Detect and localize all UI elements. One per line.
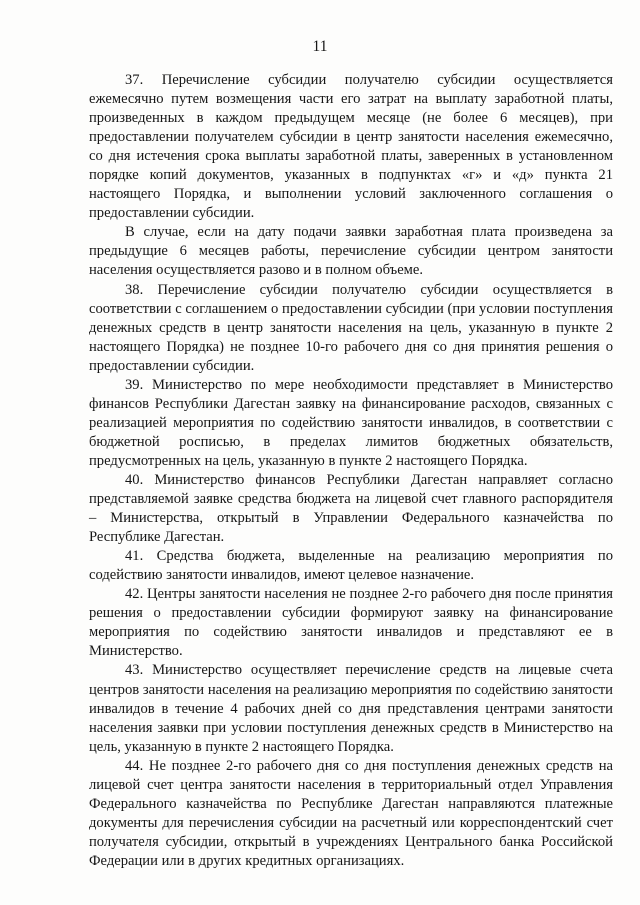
paragraph-40: 40. Министерство финансов Республики Дагестан направляет согласно представляемой заявке средства бюджета на лицевой счет главного распорядителя – Министерства, открытый в Управлении Федерального казначейства по Республике Дагестан. — [89, 471, 613, 546]
paragraph-43: 43. Министерство осуществляет перечисление средств на лицевые счета центров занятости населения на реализацию мероприятия по содействию занятости инвалидов в течение 4 рабочих дней со дня представления центрами занятости населения заявки при условии поступления денежных средств в Министерство на цель, указанную в пункте 2 настоящего Порядка. — [89, 662, 613, 755]
paragraph-39: 39. Министерство по мере необходимости представляет в Министерство финансов Республики Дагестан заявку на финансирование расходов, связанных с реализацией мероприятия по содействию занятости инвалидов, в соответствии с бюджетной росписью, в пределах лимитов бюджетных обязательств, предусмотренных на цель, указанную в пункте 2 настоящего Порядка. — [89, 376, 613, 469]
paragraph-44: 44. Не позднее 2-го рабочего дня со дня поступления денежных средств на лицевой счет центра занятости населения в территориальный отдел Управления Федерального казначейства по Республике Дагестан направляются платежные документы для перечисления субсидии на расчетный или корреспондентский счет получателя субсидии, открытый в учреждениях Центрального банка Российской Федерации или в других кредитных организациях. — [89, 757, 613, 869]
paragraph-38: 38. Перечисление субсидии получателю субсидии осуществляется в соответствии с соглашением о предоставлении субсидии (при условии поступления денежных средств в центр занятости населения на цель, указанную в пункте 2 настоящего Порядка) не позднее 10-го рабочего дня со дня принятия решения о предоставлении субсидии. — [89, 281, 613, 374]
document-body — [89, 71, 613, 871]
paragraph-41: 41. Средства бюджета, выделенные на реализацию мероприятия по содействию занятости инвалидов, имеют целевое назначение. — [89, 548, 613, 584]
paragraph-37-continuation: В случае, если на дату подачи заявки заработная плата произведена за предыдущие 6 месяцев работы, перечисление субсидии центром занятости населения осуществляется разово и в полном объеме. — [89, 224, 613, 279]
page-number: 11 — [312, 38, 328, 55]
paragraph-42: 42. Центры занятости населения не позднее 2-го рабочего дня после принятия решения о предоставлении субсидии формируют заявку на финансирование мероприятия по содействию занятости инвалидов и представляют ее в Министерство. — [89, 586, 613, 660]
paragraph-37: 37. Перечисление субсидии получателю субсидии осуществляется ежемесячно путем возмещения части его затрат на выплату заработной платы, произведенных в каждом предыдущем месяце (не более 6 месяцев), при предоставлении получателем субсидии в центр занятости населения ежемесячно, со дня истечения срока выплаты заработной платы, заверенных в установленном порядке копий документов, указанных в подпунктах «г» и «д» пункта 21 настоящего Порядка, и выполнении условий заключенного соглашения о предоставлении субсидии. — [89, 72, 613, 222]
